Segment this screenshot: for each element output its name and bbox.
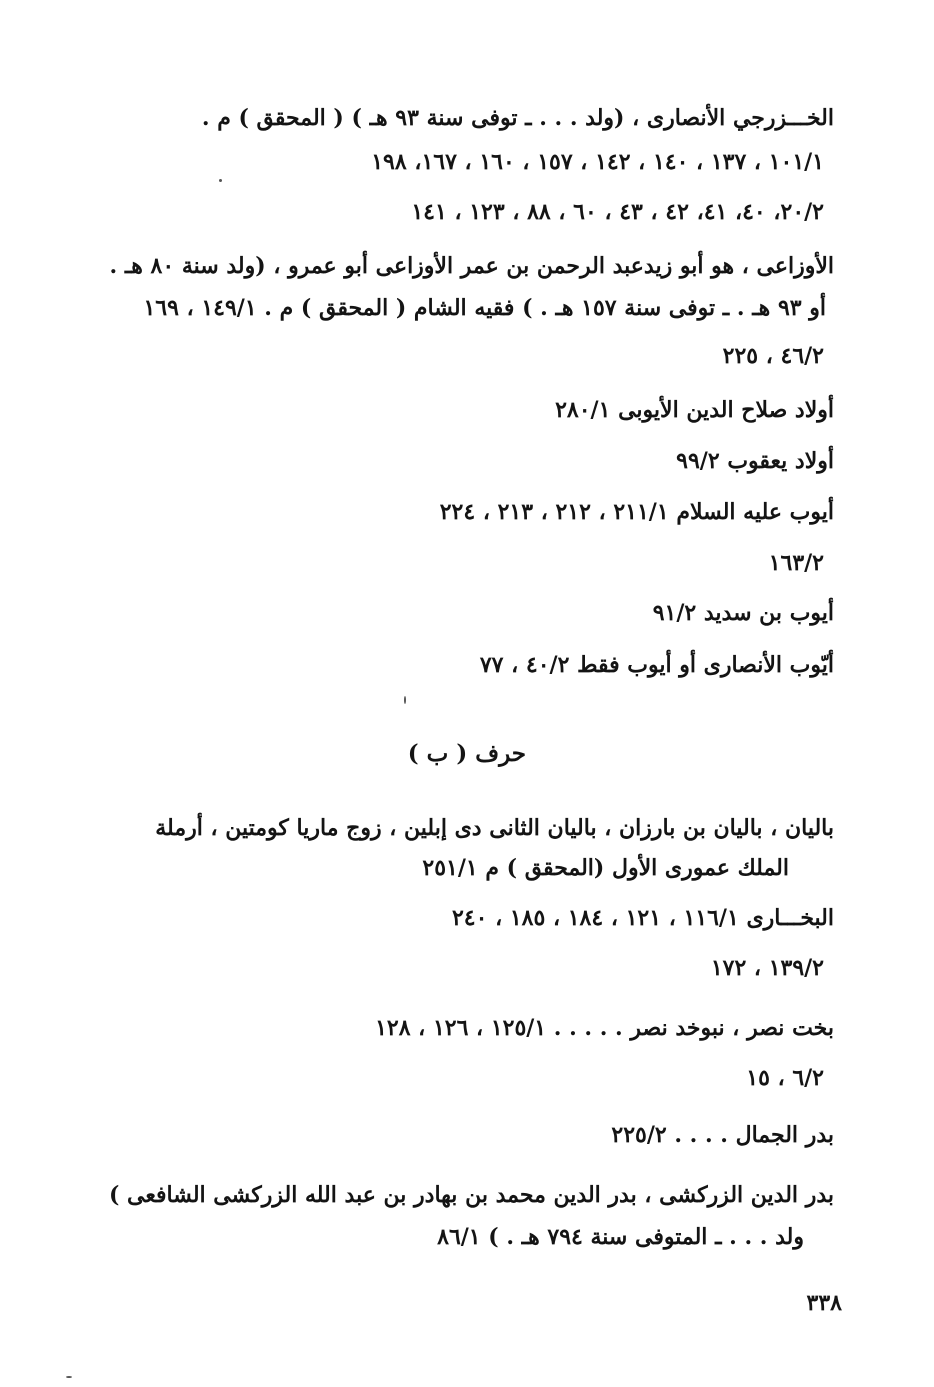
index-line: الأوزاعى ، هو أبو زيدعبد الرحمن بن عمر الأوزاعى أبو عمرو ، (ولد سنة ٨٠ هـ . xyxy=(109,253,834,279)
index-line: الملك عمورى الأول (المحقق ) م ٢٥١/١ xyxy=(422,855,789,881)
index-line: أيوب بن سديد ٩١/٢ xyxy=(652,600,834,626)
index-line: ١٣٩/٢ ، ١٧٢ xyxy=(710,955,824,981)
index-line: ٤٦/٢ ، ٢٢٥ xyxy=(722,343,824,369)
index-line: أو ٩٣ هـ . ـ توفى سنة ١٥٧ هـ . ) فقيه الشام ( المحقق ) م . ١٤٩/١ ، ١٦٩ xyxy=(143,295,826,321)
print-speck xyxy=(66,1376,72,1378)
index-line: أولاد يعقوب ٩٩/٢ xyxy=(676,448,834,474)
section-heading: حرف ( ب ) xyxy=(407,740,526,767)
index-line: بخت نصر ، نبوخد نصر . . . . . ١٢٥/١ ، ١٢٦ ، ١٢٨ xyxy=(375,1015,834,1041)
index-line: بدر الجمال . . . . ٢٢٥/٢ xyxy=(611,1122,834,1148)
index-line: أيّوب الأنصارى أو أيوب فقط ٤٠/٢ ، ٧٧ xyxy=(479,652,834,678)
index-line: ٦/٢ ، ١٥ xyxy=(746,1065,824,1091)
index-line: ١٦٣/٢ xyxy=(768,550,824,576)
page-number: ٣٣٨ xyxy=(806,1290,842,1316)
index-line: أولاد صلاح الدين الأيوبى ٢٨٠/١ xyxy=(555,397,834,423)
index-line: ١٠١/١ ، ١٣٧ ، ١٤٠ ، ١٤٢ ، ١٥٧ ، ١٦٠ ، ١٦٧، ١٩٨ xyxy=(371,149,824,175)
index-line: بدر الدين الزركشى ، بدر الدين محمد بن بهادر بن عبد الله الزركشى الشافعى ) xyxy=(108,1182,834,1208)
print-speck xyxy=(219,179,222,182)
print-speck xyxy=(404,696,406,704)
index-line: أيوب عليه السلام ٢١١/١ ، ٢١٢ ، ٢١٣ ، ٢٢٤ xyxy=(439,499,834,525)
index-line: ٢٠/٢، ٤٠، ٤١، ٤٢ ، ٤٣ ، ٦٠ ، ٨٨ ، ١٢٣ ، ١٤١ xyxy=(411,199,824,225)
index-line: البخـــارى ١١٦/١ ، ١٢١ ، ١٨٤ ، ١٨٥ ، ٢٤٠ xyxy=(451,905,834,931)
index-line: باليان ، باليان بن بارزان ، باليان الثانى دى إبلين ، زوج ماريا كومتين ، أرملة xyxy=(155,815,834,841)
index-line: الخـــزرجي الأنصارى ، (ولد . . . ـ توفى سنة ٩٣ هـ ) ( المحقق ) م . xyxy=(201,105,834,131)
index-line: ولد . . . ـ المتوفى سنة ٧٩٤ هـ . ) ٨٦/١ xyxy=(437,1224,804,1250)
